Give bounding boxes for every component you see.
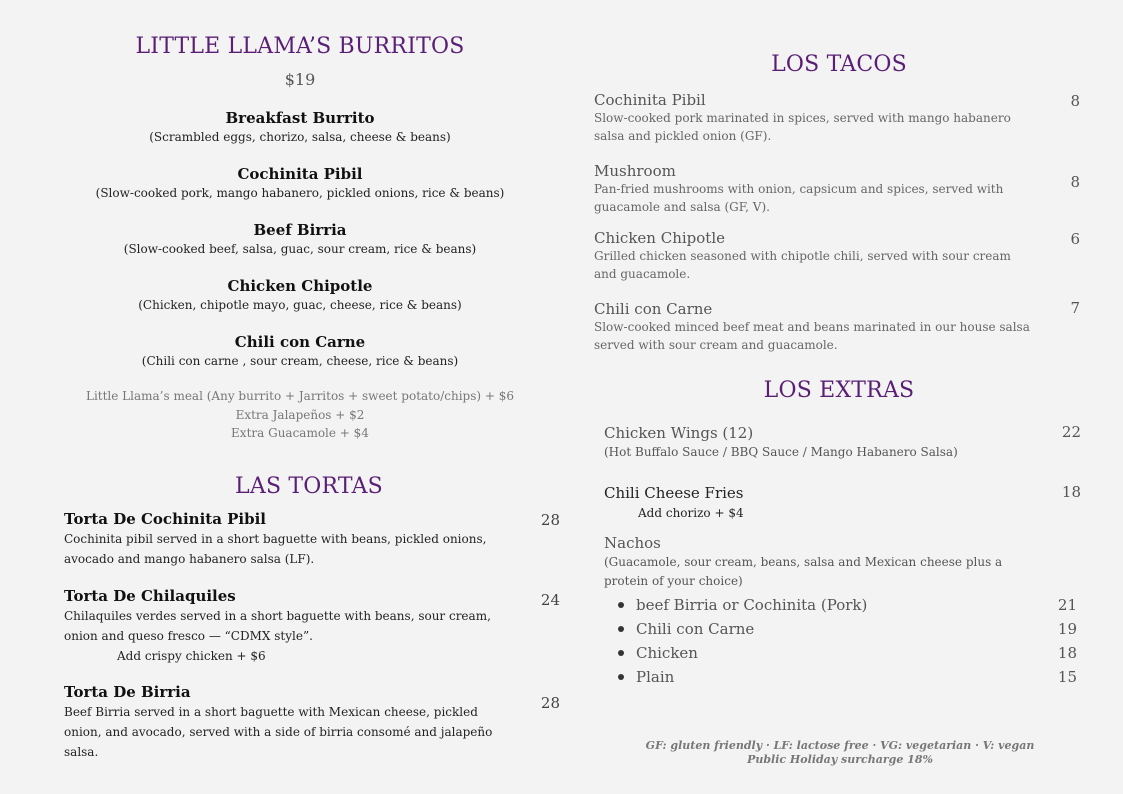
torta-price: 24 (540, 591, 560, 609)
burrito-item (64, 220, 536, 258)
taco-name: Chicken Chipotle (594, 229, 726, 247)
nacho-option (604, 594, 1077, 618)
menu-footer (604, 739, 1076, 767)
bullet-icon (618, 602, 624, 608)
extra-name: Nachos (604, 534, 661, 552)
bullet-icon (618, 674, 624, 680)
nacho-option-label: Plain (636, 668, 675, 686)
taco-item (594, 90, 1080, 145)
burrito-item (64, 276, 536, 314)
taco-price: 7 (1070, 299, 1080, 317)
torta-name: Torta De Cochinita Pibil (64, 510, 267, 528)
bullet-icon (618, 650, 624, 656)
burrito-desc: (Chili con carne , sour cream, cheese, rice & beans) (141, 354, 459, 368)
extra-item-nachos (604, 533, 1081, 591)
burrito-item (64, 332, 536, 370)
torta-item (64, 586, 560, 666)
torta-desc: Cochinita pibil served in a short baguette with beans, pickled onions, avocado and mango habanero salsa (LF). (64, 532, 487, 566)
torta-addon: Add crispy chicken + $6 (117, 649, 266, 663)
burrito-extra-line: Extra Jalapeños + $2 (235, 407, 365, 422)
burrito-extra-line: Extra Guacamole + $4 (231, 426, 369, 440)
torta-name: Torta De Chilaquiles (64, 587, 236, 605)
taco-price: 8 (1070, 92, 1080, 110)
taco-price: 8 (1070, 173, 1080, 191)
nacho-option (604, 642, 1077, 666)
torta-price: 28 (540, 511, 560, 529)
taco-desc: Slow-cooked minced beef meat and beans marinated in our house salsa served with sour cream and guacamole. (594, 320, 1030, 352)
extra-desc: (Guacamole, sour cream, beans, salsa and Mexican cheese plus a protein of your choice) (604, 555, 1003, 588)
nacho-option-price: 15 (1057, 668, 1077, 686)
taco-item (594, 161, 1080, 216)
torta-price: 28 (540, 694, 560, 712)
extra-item-wings (604, 423, 1081, 462)
taco-desc: Slow-cooked pork marinated in spices, served with mango habanero salsa and pickled onion (GF). (594, 111, 1011, 143)
extra-item-fries (604, 483, 1081, 523)
extra-price: 18 (1061, 483, 1081, 501)
extra-addon: Add chorizo + $4 (638, 506, 744, 520)
nacho-option (604, 666, 1077, 690)
nacho-option (604, 618, 1077, 642)
burrito-name: Beef Birria (253, 221, 347, 239)
nacho-option-price: 18 (1057, 644, 1077, 662)
extra-name: Chili Cheese Fries (604, 484, 744, 502)
burrito-desc: (Chicken, chipotle mayo, guac, cheese, rice & beans) (138, 298, 462, 312)
burritos-price: $19 (284, 70, 316, 89)
holiday-surcharge: Public Holiday surcharge 18% (747, 753, 933, 766)
nacho-option-label: Chicken (636, 644, 698, 662)
nacho-option-price: 19 (1057, 620, 1077, 638)
nacho-option-label: Chili con Carne (636, 620, 755, 638)
extra-name: Chicken Wings (12) (604, 424, 754, 442)
extra-desc: (Hot Buffalo Sauce / BBQ Sauce / Mango Habanero Salsa) (604, 445, 958, 459)
burrito-extra-line: Little Llama’s meal (Any burrito + Jarritos + sweet potato/chips) + $6 (85, 389, 515, 403)
burritos-title: LITTLE LLAMA’S BURRITOS (135, 34, 465, 59)
taco-name: Mushroom (594, 162, 676, 180)
taco-name: Cochinita Pibil (594, 91, 706, 109)
torta-desc: Beef Birria served in a short baguette with Mexican cheese, pickled onion, and avocado, served with a side of birria consomé and jalapeño salsa. (64, 705, 493, 759)
burrito-item (64, 164, 536, 202)
burrito-desc: (Scrambled eggs, chorizo, salsa, cheese & beans) (149, 130, 451, 144)
torta-item (64, 682, 560, 762)
taco-item (594, 228, 1080, 283)
burrito-name: Breakfast Burrito (225, 109, 375, 127)
bullet-icon (618, 626, 624, 632)
torta-name: Torta De Birria (64, 683, 191, 701)
taco-desc: Pan-fried mushrooms with onion, capsicum and spices, served with guacamole and salsa (GF, V). (594, 182, 1004, 214)
burrito-desc: (Slow-cooked pork, mango habanero, pickled onions, rice & beans) (95, 186, 505, 200)
torta-item (64, 509, 560, 569)
taco-name: Chili con Carne (594, 300, 713, 318)
burrito-item (64, 108, 536, 146)
taco-item (594, 299, 1080, 354)
tortas-title: LAS TORTAS (235, 474, 383, 499)
extras-title: LOS EXTRAS (763, 378, 915, 403)
tacos-title: LOS TACOS (771, 52, 907, 77)
burrito-name: Chicken Chipotle (227, 277, 373, 295)
extra-price: 22 (1061, 423, 1081, 441)
burrito-name: Cochinita Pibil (237, 165, 363, 183)
burrito-desc: (Slow-cooked beef, salsa, guac, sour cream, rice & beans) (123, 242, 477, 256)
nacho-options-list (604, 594, 1077, 690)
dietary-legend: GF: gluten friendly · LF: lactose free · VG: vegetarian · V: vegan (645, 739, 1035, 752)
torta-desc: Chilaquiles verdes served in a short baguette with beans, sour cream, onion and queso fresco — “CDMX style”. (64, 609, 491, 643)
nacho-option-price: 21 (1057, 596, 1077, 614)
nacho-option-label: beef Birria or Cochinita (Pork) (636, 596, 868, 614)
taco-price: 6 (1070, 230, 1080, 248)
burrito-extras (64, 387, 536, 443)
taco-desc: Grilled chicken seasoned with chipotle chili, served with sour cream and guacamole. (594, 249, 1011, 281)
burrito-name: Chili con Carne (234, 333, 366, 351)
